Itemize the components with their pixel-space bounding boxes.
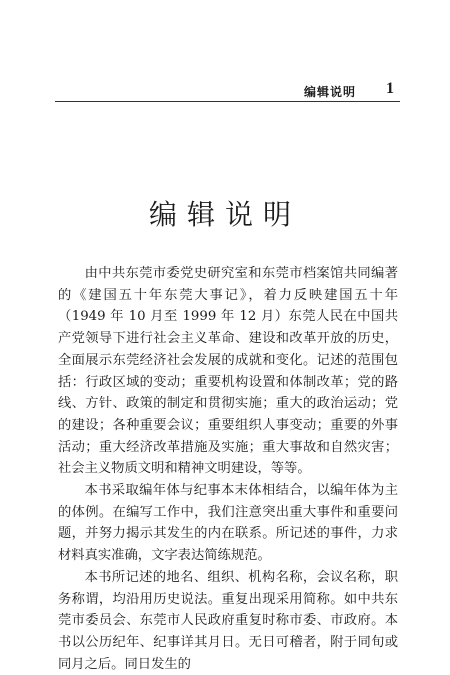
paragraph: 本书采取编年体与纪事本末体相结合，以编年体为主的体例。在编写工作中，我们注意突出重大事件和重要问题，并努力揭示其发生的内在联系。所记述的事件，力求材料真实准确，文字表达简练规范。 (58, 483, 398, 564)
paragraph: 由中共东莞市委党史研究室和东莞市档案馆共同编著的《建国五十年东莞大事记》，着力反映建国五十年（1949 年 10 月至 1999 年 12 月）东莞人民在中国共产党领导下进行社会主义革命、建设和改革开放的历史，全面展示东莞经济社会发展的成就和变化。记述的范围包括：行政区域的变动；重要机构设置和体制改革；党的路线、方针、政策的制定和贯彻实施；重大的政治运动；党的建设；各种重要会议；重要组织人事变动；重要的外事活动；重大经济改革措施及实施；重大事故和自然灾害；社会主义物质文明和精神文明建设，等等。 (58, 266, 398, 477)
header-rule (55, 101, 400, 102)
chapter-title: 编辑说明 (148, 197, 301, 231)
page-number: 1 (386, 80, 394, 97)
body-text (58, 263, 398, 675)
paragraph: 本书所记述的地名、组织、机构名称，会议名称，职务称谓，均沿用历史说法。重复出现采用简称。如中共东莞市委员会、东莞市人民政府重复时称市委、市政府。本书以公历纪年、纪事详其月日。无日可稽者，附于同旬或同月之后。同日发生的 (58, 569, 398, 672)
running-header-title: 编辑说明 (303, 85, 356, 99)
running-header (55, 80, 400, 101)
